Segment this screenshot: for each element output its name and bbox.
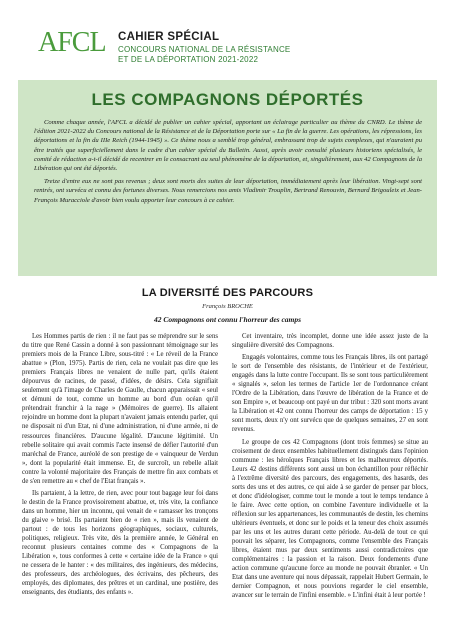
article-author: François BROCHE: [202, 303, 253, 310]
article-left-column: [22, 332, 218, 600]
article-subtitle: 42 Compagnons ont connu l'horreur des camps: [153, 315, 302, 324]
intro-paragraph: Comme chaque année, l'AFCL a décidé de publier un cahier spécial, apportant un éclairage particulier au thème du CNRD. Le thème de l'édition 2021-2022 du Concours national de la Résistance et de la Déportation porte sur « La fin de la guerre. Les opérations, les répressions, les déportations et la fin du IIIe Reich (1944-1945) ». Ce thème nous a semblé trop général, embrassant trop de sujets complexes, qui n'auraient pu être traités que superficiellement dans le cadre d'un cahier spécial du Bulletin. Aussi, après avoir consulté plusieurs historiens spécialisés, le comité de rédaction a-t-il décidé de recentrer en le consacrant au seul phénomène de la déportation, et, singulièrement, aux 42 Compagnons de la Libération qui ont été déportés.: [34, 119, 422, 173]
body-paragraph: Engagés volontaires, comme tous les Français libres, ils ont partagé le sort de l'ensemble des résistants, de l'intérieur et de l'extérieur, engagés dans la lutte contre l'occupant. Ils se sont tous particulièrement « signalés », selon les termes de l'article 1er de l'ordonnance créant l'Ordre de la Libération, dans l'œuvre de libération de la France et de son Empire », et beaucoup ont payé un dur tribut : 320 sont morts avant la Libération et 42 ont connu l'horreur des camps de déportation : 15 y sont morts, deux n'y ont survécu que de quelques semaines, 27 en sont revenus.: [232, 354, 428, 434]
article-title: LA DIVERSITÉ DES PARCOURS: [141, 287, 314, 299]
afcl-logo: AFCL: [38, 27, 106, 58]
body-paragraph: Les Hommes partis de rien : il ne faut pas se méprendre sur le sens du titre que René Cassin a donné à son passionnant témoignage sur les premiers mois de la France Libre, sous-titré : « Le réveil de la France abattue » (Plon, 1975). Partis de rien, cela ne voulait pas dire que les premiers Français libres ne venaient de nulle part, qu'ils étaient dépourvus de racines, de passé, d'idées, de désirs. Cela signifiait seulement qu'à l'image de Charles de Gaulle, chacun apparaissait « seul et démuni de tout, comme un homme au bord d'un océan qu'il prétendrait franchir à la nage » (Mémoires de guerre). Ils allaient rejoindre un homme dont la plupart n'avaient jamais entendu parler, qui ne disposait ni d'un Etat, ni d'une administration, ni d'une armée, ni de ressources financières. D'aucune légalité. D'aucune légitimité. Un rebelle solitaire qui avait commis l'acte insensé de défier l'autorité d'un maréchal de France, auréolé de son prestige de « vainqueur de Verdun », dont la popularité était immense. Et, de surcroît, un rebelle allait contre la volonté majoritaire des Français de mettre fin aux combats et de s'en remettre au « chef de l'Etat français ».: [22, 333, 218, 485]
page-header: [0, 0, 455, 78]
intro-text: [34, 118, 422, 209]
header-subtitle-line1: CONCOURS NATIONAL DE LA RÉSISTANCE: [118, 45, 291, 54]
intro-box: [18, 80, 437, 276]
body-paragraph: Ils partaient, à la lettre, de rien, avec pour tout bagage leur foi dans le destin de la France provisoirement abattue, et, très vite, la confiance dans un homme, hier un inconnu, qui venait de « ramasser les tronçons du glaive » brisé. Ils partaient bien de « rien », mais ils venaient de partout : de tous les horizons géographiques, sociaux, culturels, politiques, religieux. Très vite, dès la première année, le Général en reconnut plusieurs centaines comme des « Compagnons de la Libération », tous conformes à cette « certaine idée de la France » qui ne cessera de le hanter : « des militaires, des ingénieurs, des médecins, des professeurs, des archéologues, des écrivains, des pêcheurs, des employés, des diplomates, des prêtres et un cardinal, une postière, des enseignants, des étudiants, des enfants ».: [22, 489, 218, 597]
body-paragraph: Le groupe de ces 42 Compagnons (dont trois femmes) se situe au croisement de deux ensembles habituellement distingués dans l'opinion commune : les héroïques Français libres et les malheureux déportés. Leurs 42 destins différents sont aussi un bon échantillon pour réfléchir à l'extrême diversité des parcours, des engagements, des hasards, des sorts des uns et des autres, ce qui aide à se garder de penser par blocs, et donc d'idéologiser, comme tout le monde a tout le temps tendance à le faire. Avec cette option, on combine l'aventure individuelle et la réflexion sur les appartenances, les communautés de destin, les chemins ultérieurs éventuels, et donc sur le poids et la teneur des choix assumés par les uns et les autres durant cette période. Au-delà de tout ce qui pouvait les séparer, les Compagnons, comme l'ensemble des Français libres, étaient mus par deux sentiments aussi contradictoires que complémentaires : la passion et la raison. Deux fondements d'une action commune qu'aucune force au monde ne pouvait ébranler. « Un Etat dans une aventure qui nous dépassait, rappelait Hubert Germain, le dernier Compagnon, et nous pouvions regarder le ciel ensemble, avancer sur le terrain de l'infini ensemble. » L'infini était à leur portée !: [232, 438, 428, 600]
intro-paragraph: Treize d'entre eux ne sont pas revenus ; deux sont morts des suites de leur déportation, immédiatement après leur libération. Vingt-sept sont rentrés, ont survécu et connu des fortunes diverses. Nous remercions nos amis Vladimir Trouplin, Bertrand Renouvin, Bernard Brigouleix et Jean-François Muracciole d'avoir bien voulu apporter leur concours à ce cahier.: [34, 178, 422, 204]
header-subtitle-line2: ET DE LA DÉPORTATION 2021-2022: [118, 55, 259, 64]
article-right-column: [232, 332, 428, 603]
main-title: LES COMPAGNONS DÉPORTÉS: [91, 90, 364, 109]
header-subtitle: [118, 45, 290, 65]
body-paragraph: Cet inventaire, très incomplet, donne une idée assez juste de la singulière diversité des Compagnons.: [232, 333, 428, 350]
header-title: CAHIER SPÉCIAL: [118, 31, 220, 43]
